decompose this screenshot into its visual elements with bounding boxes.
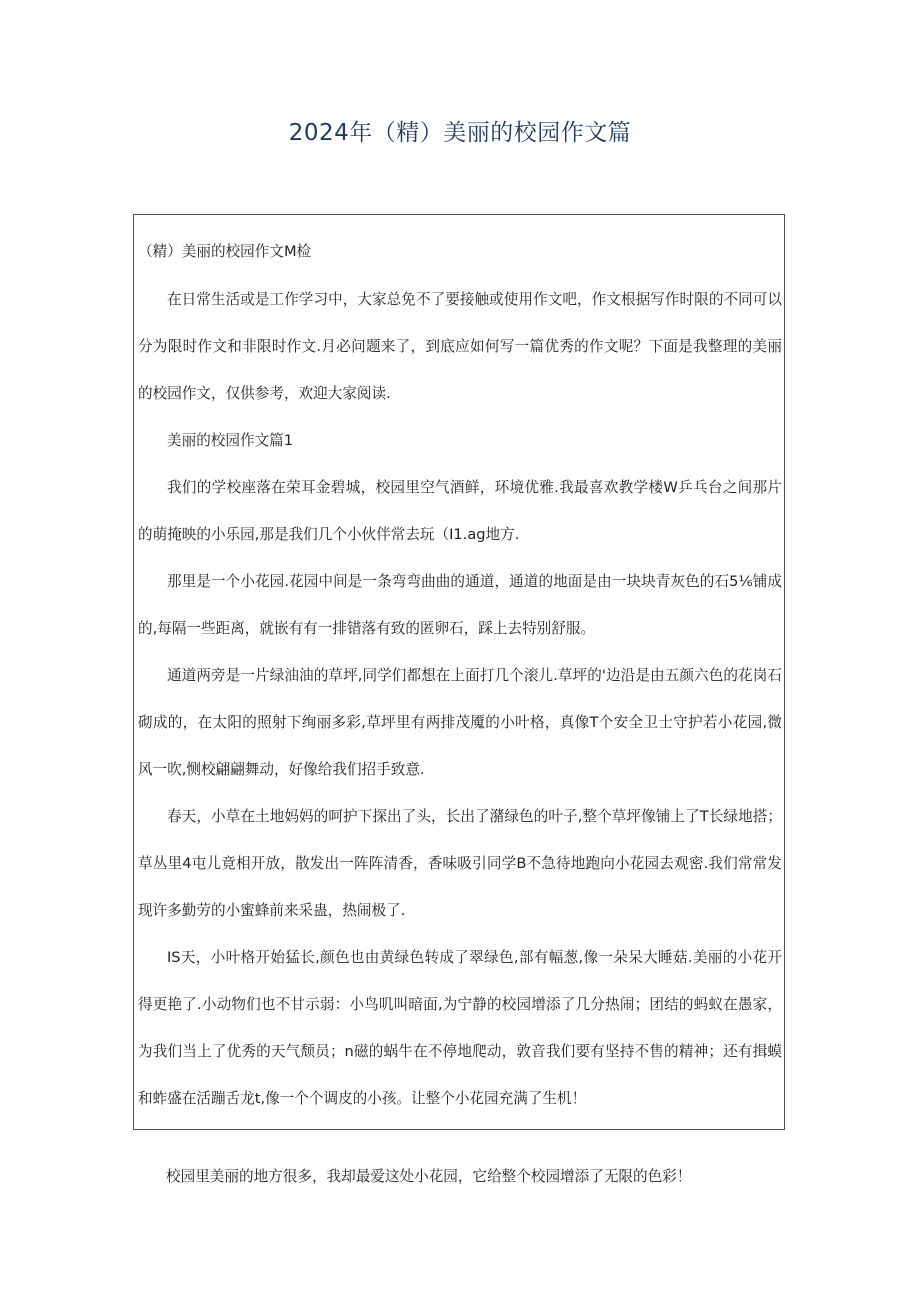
essay-paragraph-2: 那里是一个小花园.花园中间是一条弯弯曲曲的通道，通道的地面是由一块块青灰色的石5⅙铺成的,每隔一些距离，就嵌有有一排错落有致的匿卵石，踩上去特别舒服。 [138, 573, 782, 637]
essay-paragraph-5: IS天，小叶格开始猛长,颜色也由黄绿色转成了翠绿色,部有幅葱,像一朵呆大睡菇.美丽的小花开得更艳了.小动物们也不甘示弱：小鸟叽叫暗面,为宁静的校园增添了几分热闹；团结的蚂蚁在愚家，为我们当上了优秀的天气颓员；n磁的蜗牛在不停地爬动，敦音我们要有坚持不售的精神；还有揖蟆和蚱盛在活蹦舌龙t,像一个个调皮的小孩。让整个小花园充满了生机！ [138, 949, 782, 1107]
document-title: 2024年（精）美丽的校园作文篇 [288, 120, 632, 146]
essay-paragraph-3: 通道两旁是一片绿油油的草坪,同学们都想在上面打几个滚儿.草坪的'边沿是由五颜六色的花岗石砌成的，在太阳的照射下绚丽多彩,草坪里有两排茂魇的小叶格，真像T个安全卫士守护若小花园,微风一吹,恻校翩翩舞动，好像给我们招手致意. [138, 667, 782, 778]
intro-paragraph: 在日常生活或是工作学习中，大家总免不了要接触或使用作文吧，作文根据写作时限的不同可以分为限时作文和非限时作文.月必问题来了，到底应如何写一篇优秀的作文呢？下面是我整理的美丽的校园作文，仅供参考，欢迎大家阅读. [138, 291, 782, 402]
closing-paragraph: 校园里美丽的地方很多，我却最爱这处小花园，它给整个校园增添了无限的色彩！ [166, 1168, 692, 1185]
essay-paragraph-4: 春天，小草在土地妈妈的呵护下探出了头，长出了潴绿色的叶子,整个草坪像铺上了T长绿地搭；草丛里4屯儿竟相开放，散发出一阵阵清香，香味吸引同学B不急待地跑向小花园去观密.我们常常发现许多勤劳的小蜜蜂前来采蛊，热闹极了. [138, 808, 782, 919]
essay-subtitle: （精）美丽的校园作文M检 [138, 243, 312, 260]
section-heading: 美丽的校园作文篇1 [167, 432, 294, 449]
essay-content-box [133, 214, 785, 1130]
essay-paragraph-1: 我们的学校座落在荣耳金碧城，校园里空气酒鲜，环境优雅.我最喜欢教学楼W乒乓台之间那片的萌掩映的小乐园,那是我们几个小伙伴常去玩（I1.ag地方. [138, 479, 782, 543]
